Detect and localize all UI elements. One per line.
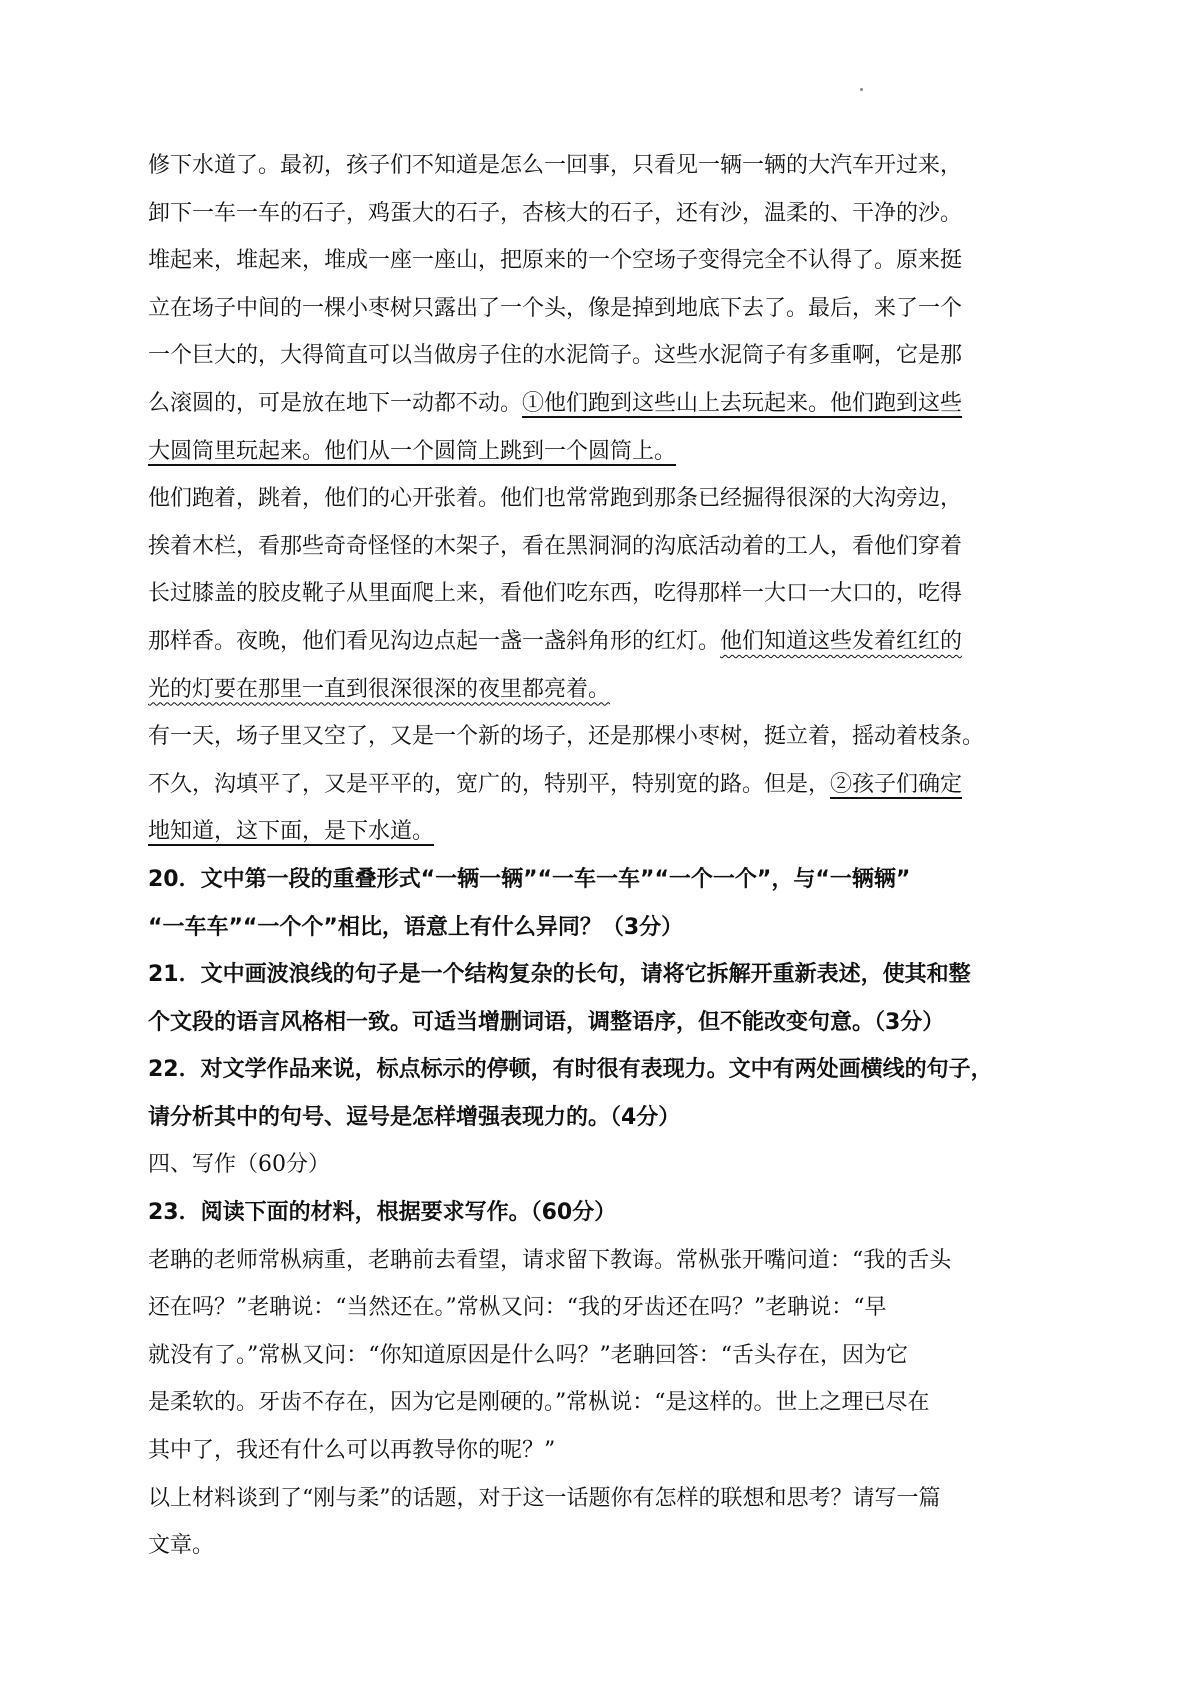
question-23: 23．阅读下面的材料，根据要求写作。（60分） — [148, 1200, 617, 1226]
passage-line — [148, 380, 1088, 428]
question-20-cont: “一车车”“一个个”相比，语意上有什么异同？（3分） — [148, 914, 684, 940]
material-line: 就没有了。”常枞又问：“你知道原因是什么吗？”老聃回答：“舌头存在，因为它 — [148, 1342, 908, 1368]
passage-line — [148, 761, 1088, 809]
passage-line: 长过膝盖的胶皮靴子从里面爬上来，看他们吃东西，吃得那样一大口一大口的，吃得 — [148, 581, 963, 607]
wavy-sentence: 他们知道这些发着红红的 — [720, 628, 963, 654]
passage-text: 那样香。夜晚，他们看见沟边点起一盏一盏斜角形的红灯。 — [148, 628, 721, 654]
reading-passage — [148, 142, 1088, 856]
question-21: 21．文中画波浪线的句子是一个结构复杂的长句，请将它拆解开重新表述，使其和整 — [148, 962, 971, 988]
passage-line — [148, 808, 1088, 856]
question-20: 20．文中第一段的重叠形式“一辆一辆”“一车一车”“一个一个”，与“一辆辆” — [148, 866, 911, 892]
prompt-line: 文章。 — [148, 1533, 215, 1559]
passage-text: 不久，沟填平了，又是平平的，宽广的，特别平，特别宽的路。但是， — [148, 771, 831, 797]
wavy-sentence-cont: 光的灯要在那里一直到很深很深的夜里都亮着。 — [148, 676, 611, 702]
material-line: 其中了，我还有什么可以再教导你的呢？” — [148, 1438, 556, 1464]
material-line: 是柔软的。牙齿不存在，因为它是刚硬的。”常枞说：“是这样的。世上之理已尽在 — [148, 1390, 930, 1416]
material-line: 还在吗？”老聃说：“当然还在。”常枞又问：“我的牙齿还在吗？”老聃说：“早 — [148, 1295, 887, 1321]
material-line: 老聃的老师常枞病重，老聃前去看望，请求留下教诲。常枞张开嘴问道：“我的舌头 — [148, 1247, 952, 1273]
passage-line: 他们跑着，跳着，他们的心开张着。他们也常常跑到那条已经掘得很深的大沟旁边， — [148, 486, 963, 512]
prompt-line: 以上材料谈到了“刚与柔”的话题，对于这一话题你有怎样的联想和思考？请写一篇 — [148, 1485, 941, 1511]
passage-line: 挨着木栏，看那些奇奇怪怪的木架子，看在黑洞洞的沟底活动着的工人，看他们穿着 — [148, 533, 963, 559]
passage-line: 立在场子中间的一棵小枣树只露出了一个头，像是掉到地底下去了。最后，来了一个 — [148, 295, 963, 321]
passage-line: 一个巨大的，大得简直可以当做房子住的水泥筒子。这些水泥筒子有多重啊，它是那 — [148, 343, 963, 369]
passage-text: 么滚圆的，可是放在地下一动都不动。 — [148, 390, 523, 416]
section-heading: 四、写作（60分） — [148, 1152, 330, 1178]
underlined-sentence-2-cont: 地知道，这下面，是下水道。 — [148, 819, 435, 845]
document-body — [148, 142, 1088, 1570]
underlined-sentence-1: ①他们跑到这些山上去玩起来。他们跑到这些 — [522, 390, 963, 416]
underlined-sentence-1-cont: 大圆筒里玩起来。他们从一个圆筒上跳到一个圆筒上。 — [148, 438, 677, 464]
passage-line — [148, 618, 1088, 666]
question-list — [148, 856, 1088, 1142]
passage-line: 有一天，场子里又空了，又是一个新的场子，还是那棵小枣树，挺立着，摇动着枝条。 — [148, 724, 985, 750]
scan-dot — [860, 88, 863, 91]
underlined-sentence-2: ②孩子们确定 — [830, 771, 963, 797]
passage-line — [148, 666, 1088, 714]
passage-line: 修下水道了。最初，孩子们不知道是怎么一回事，只看见一辆一辆的大汽车开过来， — [148, 153, 963, 178]
question-22: 22．对文学作品来说，标点标示的停顿，有时很有表现力。文中有两处画横线的句子， — [148, 1057, 993, 1083]
question-21-cont: 个文段的语言风格相一致。可适当增删词语，调整语序，但不能改变句意。（3分） — [148, 1009, 945, 1035]
passage-line — [148, 428, 1088, 476]
writing-section — [148, 1141, 1088, 1569]
question-22-cont: 请分析其中的句号、逗号是怎样增强表现力的。（4分） — [148, 1104, 681, 1130]
passage-line: 堆起来，堆起来，堆成一座一座山，把原来的一个空场子变得完全不认得了。原来挺 — [148, 248, 963, 274]
passage-line: 卸下一车一车的石子，鸡蛋大的石子，杏核大的石子，还有沙，温柔的、干净的沙。 — [148, 200, 963, 226]
